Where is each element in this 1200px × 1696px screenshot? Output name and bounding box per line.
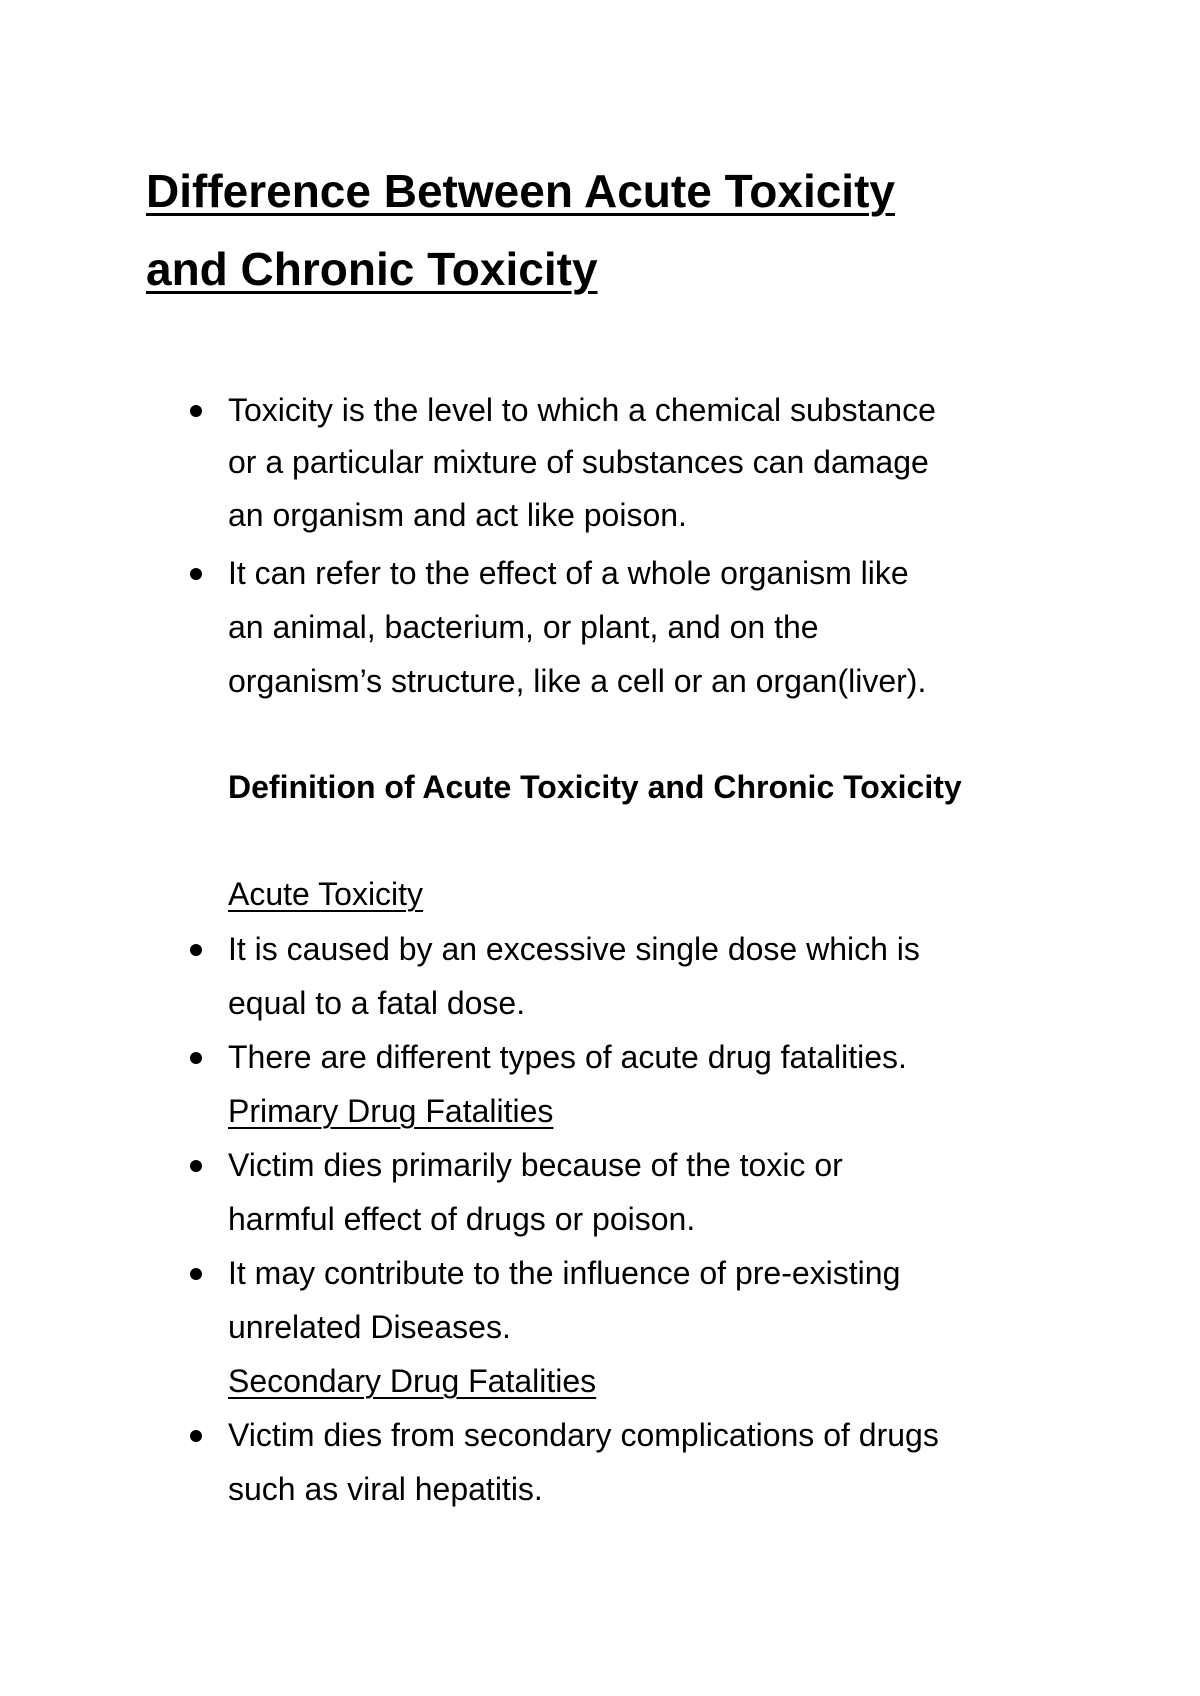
intro-bullet-2-line-2: an animal, bacterium, or plant, and on the bbox=[228, 609, 819, 645]
primary-bullet-2-line-2: unrelated Diseases. bbox=[228, 1309, 511, 1345]
bullet-icon bbox=[190, 1160, 202, 1172]
bullet-icon bbox=[190, 944, 202, 956]
bullet-icon bbox=[190, 405, 202, 417]
primary-bullet-1-line-2: harmful effect of drugs or poison. bbox=[228, 1201, 696, 1237]
intro-bullet-1-line-2: or a particular mixture of substances can damage bbox=[228, 444, 929, 480]
intro-bullet-2-line-1: It can refer to the effect of a whole organism like bbox=[228, 555, 909, 591]
bullet-icon bbox=[190, 1268, 202, 1280]
title-line-2: and Chronic Toxicity bbox=[146, 243, 598, 295]
title-line-1: Difference Between Acute Toxicity bbox=[146, 165, 895, 217]
intro-bullet-2-line-3: organism’s structure, like a cell or an organ(liver). bbox=[228, 663, 927, 699]
primary-bullet-2-line-1: It may contribute to the influence of pre-existing bbox=[228, 1255, 901, 1291]
acute-bullet-2-line-1: There are different types of acute drug fatalities. bbox=[228, 1039, 907, 1075]
secondary-bullet-1-line-2: such as viral hepatitis. bbox=[228, 1471, 543, 1507]
acute-toxicity-heading: Acute Toxicity bbox=[228, 876, 424, 912]
primary-bullet-1-line-1: Victim dies primarily because of the toxic or bbox=[228, 1147, 843, 1183]
intro-bullet-1-line-3: an organism and act like poison. bbox=[228, 497, 687, 533]
section-heading: Definition of Acute Toxicity and Chronic Toxicity bbox=[228, 769, 962, 805]
bullet-icon bbox=[190, 1430, 202, 1442]
acute-bullet-1-line-1: It is caused by an excessive single dose which is bbox=[228, 931, 920, 967]
acute-bullet-1-line-2: equal to a fatal dose. bbox=[228, 985, 526, 1021]
primary-drug-fatalities-heading: Primary Drug Fatalities bbox=[228, 1093, 554, 1129]
secondary-bullet-1-line-1: Victim dies from secondary complications of drugs bbox=[228, 1417, 939, 1453]
secondary-drug-fatalities-heading: Secondary Drug Fatalities bbox=[228, 1363, 597, 1399]
intro-bullet-1-line-1: Toxicity is the level to which a chemical substance bbox=[228, 392, 936, 428]
bullet-icon bbox=[190, 568, 202, 580]
bullet-icon bbox=[190, 1052, 202, 1064]
